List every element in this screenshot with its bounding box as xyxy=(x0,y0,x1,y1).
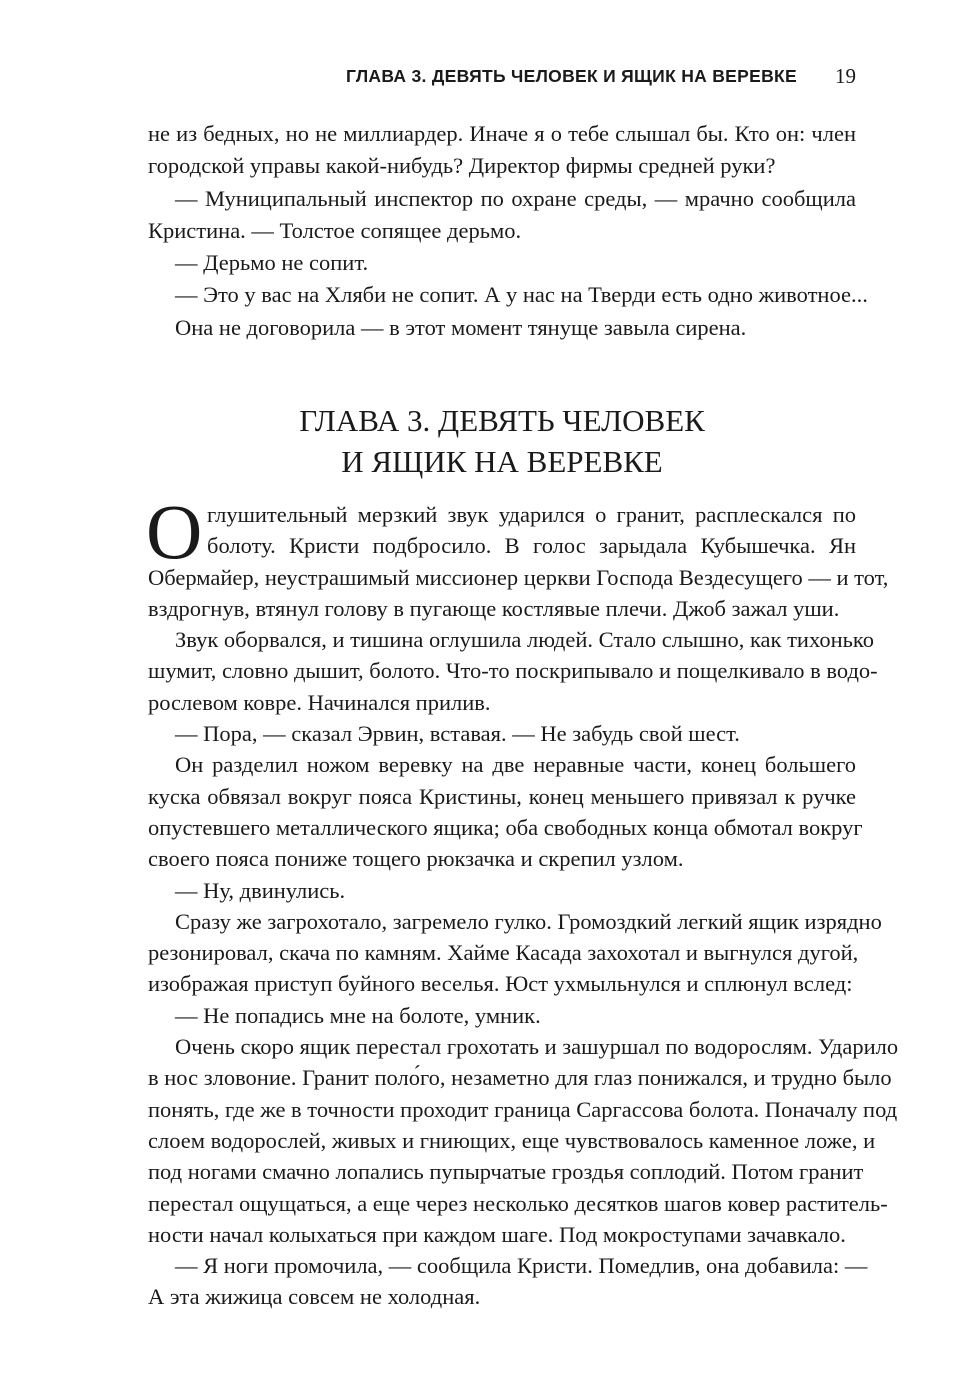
running-title: ГЛАВА 3. ДЕВЯТЬ ЧЕЛОВЕК И ЯЩИК НА ВЕРЕВКЕ xyxy=(346,66,797,86)
paragraph xyxy=(146,488,889,624)
text-line: — Это у вас на Хляби не сопит. А у нас на Тверди есть одно животное... xyxy=(175,282,868,308)
text-line: — Ну, двинулись. xyxy=(175,877,346,903)
chapter-title xyxy=(148,400,856,482)
text-line: Сразу же загрохотало, загремело гулко. Громоздкий легкий ящик изрядно xyxy=(175,908,882,934)
paragraph xyxy=(148,1000,856,1031)
text-line: изображая приступ буйного веселья. Юст ухмыльнулся и сплюнул вслед: xyxy=(148,971,853,997)
text-line: болоту. Кристи подбросило. В голос зарыдала Кубышечка. Ян xyxy=(207,533,856,559)
text-line: — Пора, — сказал Эрвин, вставая. — Не забудь свой шест. xyxy=(175,721,740,747)
paragraph xyxy=(148,875,856,906)
text-line: городской управы какой-нибудь? Директор фирмы средней руки? xyxy=(148,153,776,179)
text-line: Звук оборвался, и тишина оглушила людей. Стало слышно, как тихонько xyxy=(175,627,874,653)
text-line: А эта жижица совсем не холодная. xyxy=(148,1284,481,1310)
text-line: Обермайер, неустрашимый миссионер церкви Господа Вездесущего — и тот, xyxy=(148,564,889,590)
text-line: ности начал колыхаться при каждом шаге. Под мокроступами зачавкало. xyxy=(148,1221,846,1247)
paragraph xyxy=(148,312,856,344)
text-line: Очень скоро ящик перестал грохотать и зашуршал по водорослям. Ударило xyxy=(175,1034,899,1060)
text-line: перестал ощущаться, а еще через несколько десятков шагов ковер раститель- xyxy=(148,1190,888,1216)
text-line: — Не попадись мне на болоте, умник. xyxy=(175,1002,541,1028)
text-line: слоем водорослей, живых и гниющих, еще чувствовалось каменное ложе, и xyxy=(148,1127,876,1153)
text-line: Он разделил ножом веревку на две неравные части, конец большего xyxy=(175,752,856,778)
text-line: своего пояса пониже тощего рюкзачка и скрепил узлом. xyxy=(148,846,684,872)
page-number: 19 xyxy=(835,64,856,88)
text-line: рослевом ковре. Начинался прилив. xyxy=(148,689,491,715)
drop-cap: О xyxy=(146,488,203,575)
text-line: не из бедных, но не миллиардер. Иначе я о тебе слышал бы. Кто он: член xyxy=(148,121,856,146)
paragraph xyxy=(148,749,863,874)
text-line: глушительный мерзкий звук ударился о гранит, расплескался по xyxy=(207,502,856,527)
paragraph xyxy=(148,279,868,311)
paragraph xyxy=(148,183,856,248)
text-block-body xyxy=(146,488,899,1313)
text-line: Она не договорила — в этот момент тянуще завыла сирена. xyxy=(175,314,747,340)
text-line: куска обвязал вокруг пояса Кристины, конец меньшего привязал к ручке xyxy=(148,783,856,809)
text-line: — Я ноги промочила, — сообщила Кристи. Помедлив, она добавила: — xyxy=(175,1253,868,1279)
paragraph xyxy=(148,624,878,718)
text-line: шумит, словно дышит, болото. Что-то поскрипывало и пощелкивало в водо- xyxy=(148,658,878,684)
text-line: — Дерьмо не сопит. xyxy=(175,250,369,276)
chapter-title-line: ГЛАВА 3. ДЕВЯТЬ ЧЕЛОВЕК xyxy=(299,403,705,438)
text-line: опустевшего металлического ящика; оба свободных конца обмотал вокруг xyxy=(148,814,863,840)
text-line: — Муниципальный инспектор по охране среды, — мрачно сообщила xyxy=(175,185,856,211)
paragraph xyxy=(148,906,882,1000)
text-line: Кристина. — Толстое сопящее дерьмо. xyxy=(148,217,522,243)
paragraph xyxy=(148,718,856,749)
chapter-title-line: И ЯЩИК НА ВЕРЕВКЕ xyxy=(341,444,663,479)
text-line: под ногами смачно лопались пупырчатые гроздья соплодий. Потом гранит xyxy=(148,1159,864,1185)
text-line: понять, где же в точности проходит граница Саргассова болота. Поначалу под xyxy=(148,1096,898,1122)
text-line: вздрогнув, втянул голову в пугающе костлявые плечи. Джоб зажал уши. xyxy=(148,595,840,621)
paragraph xyxy=(148,1250,868,1313)
paragraph xyxy=(148,1031,899,1250)
paragraph xyxy=(148,247,856,279)
text-line: в нос зловоние. Гранит поло́го, незаметно для глаз понижался, и трудно было xyxy=(148,1065,892,1091)
text-line: резонировал, скача по камням. Хайме Касада захохотал и выгнулся дугой, xyxy=(148,940,859,966)
paragraph xyxy=(148,118,856,183)
text-block-top xyxy=(148,118,868,344)
